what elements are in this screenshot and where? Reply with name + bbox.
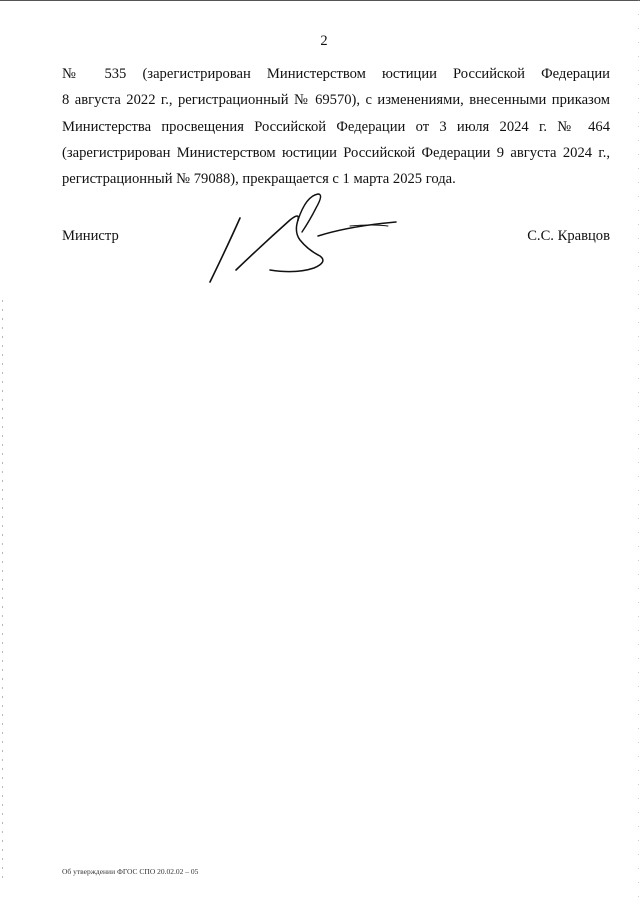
page-number: 2 xyxy=(320,33,328,49)
scan-edge-left xyxy=(2,300,3,880)
body-line: (зарегистрирован Министерством юстиции Российской Федерации 9 августа 2024 г., xyxy=(62,144,610,161)
scan-edge-right xyxy=(638,0,639,905)
footer-note: Об утверждении ФГОС СПО 20.02.02 – 05 xyxy=(62,867,199,876)
handwritten-signature xyxy=(200,190,410,290)
body-paragraph xyxy=(62,61,610,192)
body-line: 8 августа 2022 г., регистрационный № 69570), с изменениями, внесенными приказом xyxy=(62,92,610,109)
signatory-name: С.С. Кравцов xyxy=(527,228,610,244)
body-line: Министерства просвещения Российской Федерации от 3 июля 2024 г. № 464 xyxy=(62,118,610,135)
body-line: № 535 (зарегистрирован Министерством юстиции Российской Федерации xyxy=(62,66,610,82)
scan-edge-top xyxy=(0,0,640,5)
body-line: регистрационный № 79088), прекращается с 1 марта 2025 года. xyxy=(62,171,456,188)
signatory-title: Министр xyxy=(62,228,119,244)
